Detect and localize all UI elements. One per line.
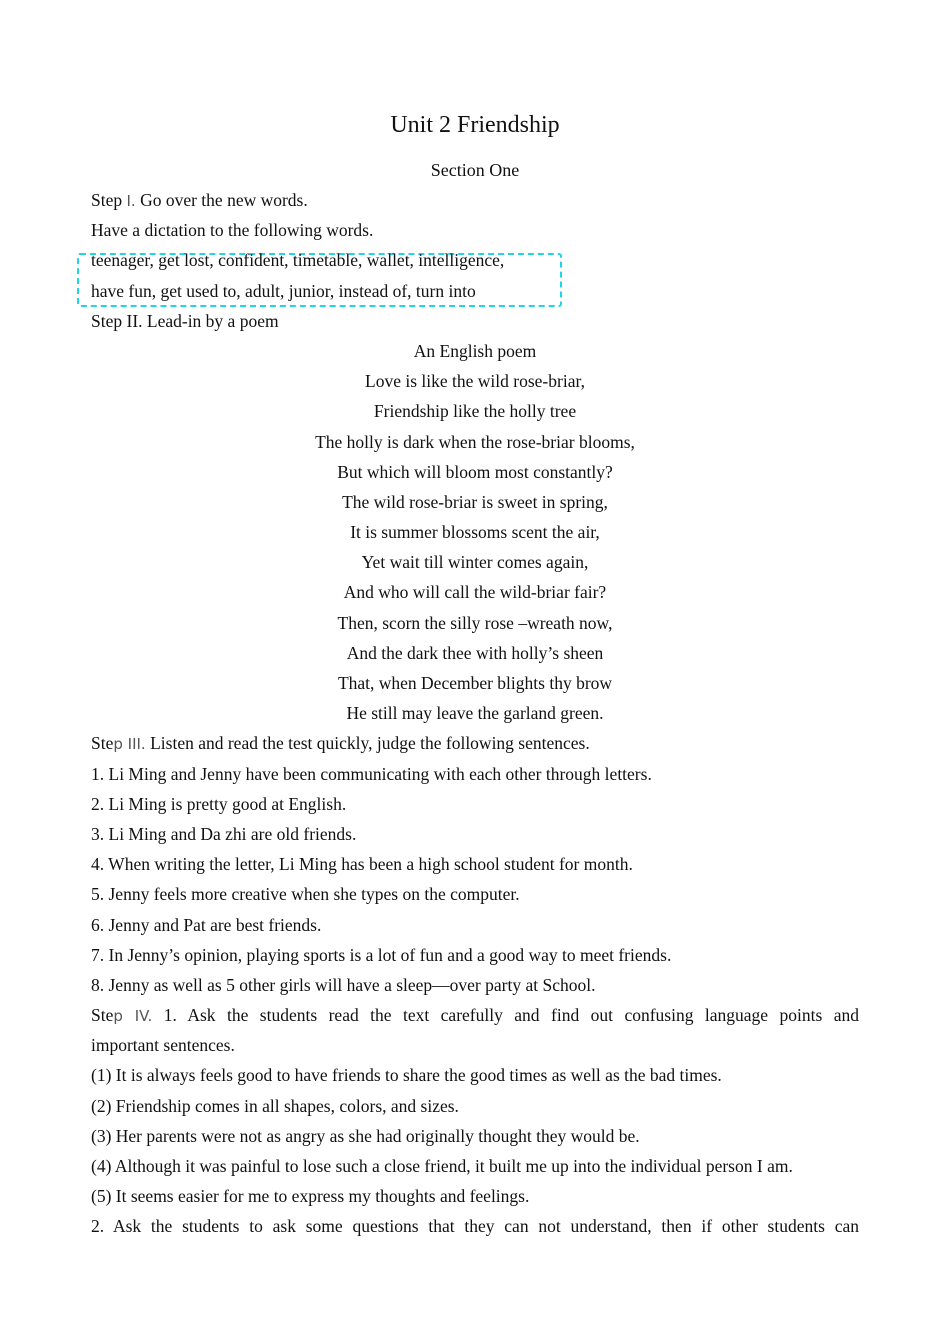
step-1-heading: Step Ⅰ. Go over the new words.	[91, 190, 308, 210]
poem-line: Friendship like the holly tree	[373, 401, 577, 422]
poem-line: He still may leave the garland green.	[346, 703, 604, 724]
poem-line: Love is like the wild rose-briar,	[365, 371, 585, 392]
document-body	[91, 185, 859, 1242]
dictation-instruction: Have a dictation to the following words.	[91, 220, 374, 241]
poem-line: Yet wait till winter comes again,	[361, 552, 589, 573]
poem-line: It is summer blossoms scent the air,	[350, 522, 600, 543]
poem-line: Then, scorn the silly rose –wreath now,	[337, 612, 613, 633]
judge-sentence: 2. Li Ming is pretty good at English.	[91, 793, 347, 814]
judge-sentence: 5. Jenny feels more creative when she types on the computer.	[91, 884, 520, 905]
step-4-numeral: p IV.	[113, 1007, 153, 1026]
word-list-line-2: have fun, get used to, adult, junior, instead of, turn into	[91, 280, 476, 301]
judge-sentence: 3. Li Ming and Da zhi are old friends.	[91, 823, 357, 844]
step-3-heading: Step III. Listen and read the test quickly, judge the following sentences.	[91, 733, 590, 754]
language-point: (4) Although it was painful to lose such a close friend, it built me up into the individual person I am.	[91, 1156, 793, 1176]
poem-line: The wild rose-briar is sweet in spring,	[342, 491, 608, 512]
step-4-continuation: important sentences.	[91, 1035, 235, 1056]
poem-line: And who will call the wild-briar fair?	[343, 582, 607, 603]
judge-sentence: 1. Li Ming and Jenny have been communicating with each other through letters.	[91, 763, 652, 784]
step-1-numeral: Ⅰ.	[126, 192, 136, 210]
step-4-heading: Step IV. 1. Ask the students read the text carefully and find out confusing language points and	[91, 1005, 860, 1026]
step-2-heading: Step II. Lead-in by a poem	[91, 310, 279, 331]
poem-line: And the dark thee with holly’s sheen	[346, 642, 604, 663]
judge-sentence: 4. When writing the letter, Li Ming has been a high school student for month.	[91, 854, 633, 875]
language-point: (3) Her parents were not as angry as she had originally thought they would be.	[91, 1125, 640, 1146]
section-title: Section One	[430, 160, 520, 180]
language-point: (1) It is always feels good to have friends to share the good times as well as the bad times.	[91, 1065, 722, 1086]
step-3-numeral: p III.	[113, 735, 146, 754]
page-title: Unit 2 Friendship	[390, 112, 560, 138]
poem-line: The holly is dark when the rose-briar blooms,	[315, 431, 635, 452]
judge-sentence: 8. Jenny as well as 5 other girls will have a sleep—over party at School.	[91, 974, 596, 995]
poem-line: But which will bloom most constantly?	[337, 461, 613, 482]
language-point: (5) It seems easier for me to express my thoughts and feelings.	[91, 1186, 530, 1207]
judge-sentence: 7. In Jenny’s opinion, playing sports is a lot of fun and a good way to meet friends.	[91, 944, 672, 965]
word-list-line-1: teenager, get lost, confident, timetable, wallet, intelligence,	[91, 250, 505, 271]
final-instruction: 2. Ask the students to ask some questions that they can not understand, then if other students can	[91, 1216, 859, 1237]
poem-title: An English poem	[413, 340, 537, 361]
language-point: (2) Friendship comes in all shapes, colors, and sizes.	[91, 1095, 459, 1116]
judge-sentence: 6. Jenny and Pat are best friends.	[91, 914, 322, 935]
poem-line: That, when December blights thy brow	[337, 673, 613, 693]
